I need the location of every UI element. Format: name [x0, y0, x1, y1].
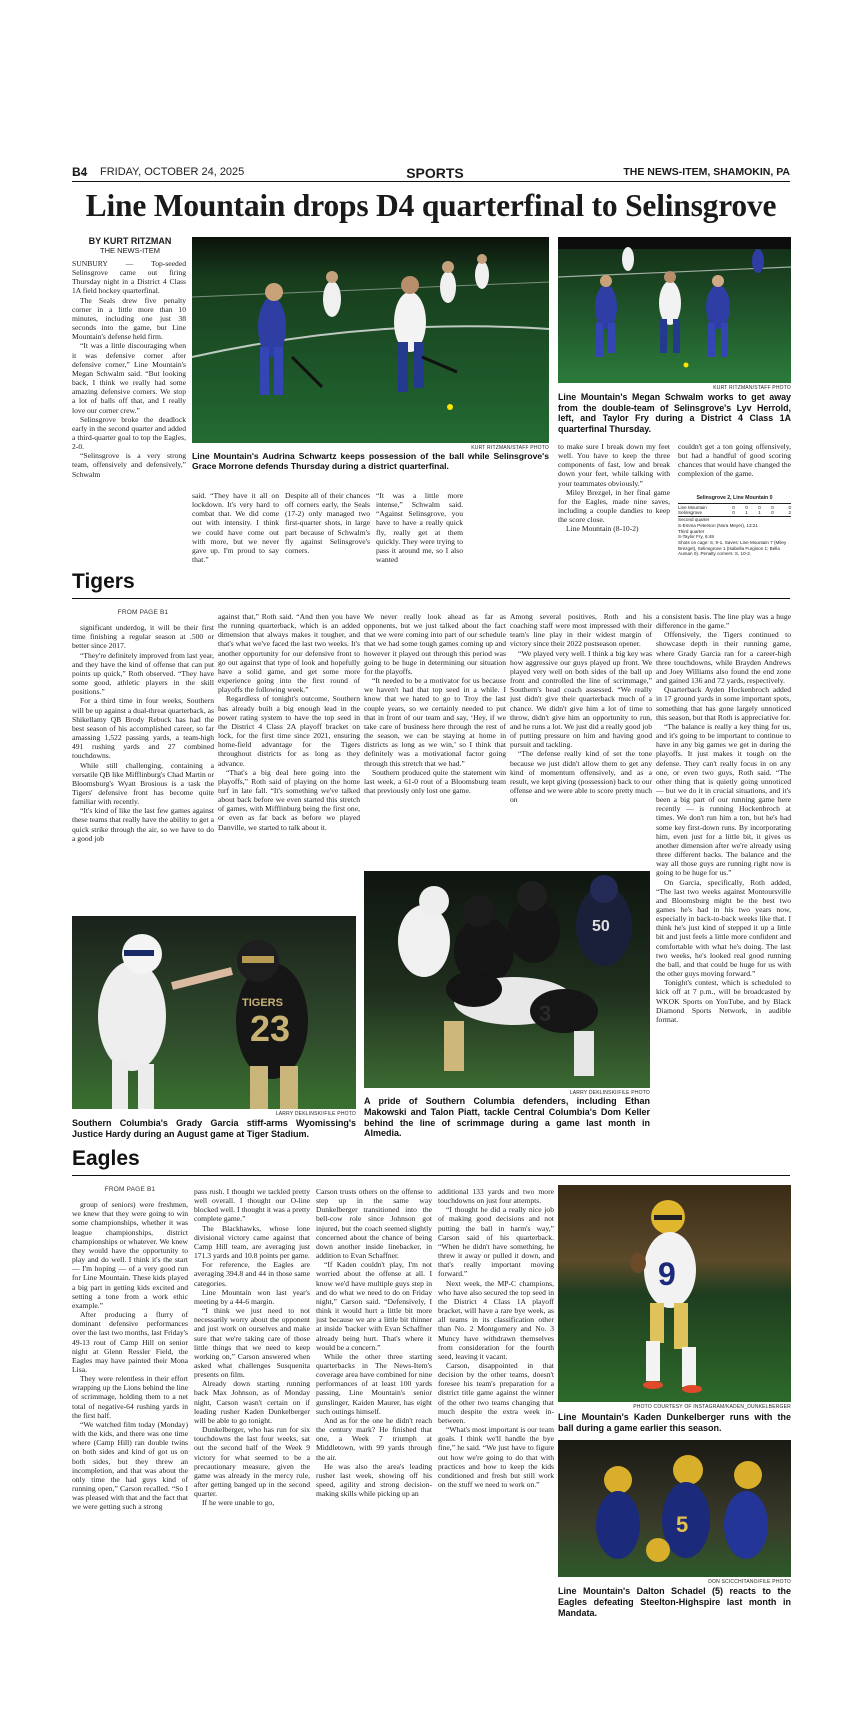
article-paragraph: pass rush. I thought we tackled pretty well overall. I thought our O-line blocked well. I thought it was a pretty complete game.”: [194, 1187, 310, 1224]
tigers-column-3: [364, 612, 506, 868]
svg-text:23: 23: [250, 1008, 291, 1049]
article-paragraph: additional 133 yards and two more touchdowns on just four attempts.: [438, 1187, 554, 1206]
article-paragraph: Next week, the MP-C champions, who have also secured the top seed in the District 4 Class 1A playoff bracket, will have a rare bye week, as all teams in its classification other than No. 2 Montgomery and No. 3 Muncy have withdrawn themselves from consideration for the fourth seed, leaving it vacant.: [438, 1278, 554, 1361]
lead-column-5: [558, 442, 670, 568]
article-paragraph: “They're definitely improved from last year, and they have the kind of offense that can put points up quick,” Roth observed. “They have some good, athletic players in the skill positions.”: [72, 650, 214, 697]
lead-column-3: [285, 491, 370, 565]
svg-text:5: 5: [676, 1512, 689, 1537]
svg-text:50: 50: [592, 918, 610, 935]
eagles-section-head: Eagles: [72, 1147, 140, 1170]
article-paragraph: The Blackhawks, whose lone divisional victory came against that Camp Hill team, are averaging just 171.3 yards and 10.8 points per game.: [194, 1223, 310, 1261]
article-paragraph: Tonight's contest, which is scheduled to kick off at 7 p.m., will be broadcasted by WKOK Sports on YouTube, and by Black Diamond Sports Network, in audible format.: [656, 978, 791, 1024]
article-paragraph: The Seals drew five penalty corner in a little more than 10 minutes, including one just 38 seconds into the game, but Line Mountain's defense held firm.: [72, 295, 186, 342]
article-paragraph: For reference, the Eagles are averaging 394.8 and 44 in those same categories.: [194, 1260, 310, 1288]
article-paragraph: couldn't get a ton going offensively, but had a handful of good scoring chances that would have changed the complexion of the game.: [678, 442, 791, 479]
article-paragraph: “What's most important is our team goals. I think we'll handle the bye fine,” he said. “We just have to figure out how we're going to do that with practices and how to keep the kids conditioned and fresh but still work on the stuff we need to work on.”: [438, 1425, 554, 1489]
article-paragraph: against that,” Roth said. “And then you have the running quarterback, which is an added dimension that always makes it tougher, and that's what we've faced the last two weeks. It's another opportunity for our defensive front to go out against that type of look and hopefully have a solid game, and get some more experience going into the first round of playoffs the following week.”: [218, 612, 360, 695]
box-score-line: S-Taylor Fry, 6:48: [678, 534, 714, 540]
eagles-column-4: [438, 1187, 554, 1658]
box-score-line: S-Emma Peterson (Nora Meyer), 13:21: [678, 522, 758, 528]
article-paragraph: “I thought he did a really nice job of making good decisions and not putting the ball in harm's way,” Carson said of his quarterback. “When he didn't have something, he threw it away or pulled it down, and that's really important moving forward.”: [438, 1205, 554, 1279]
tigers-photo-1-caption: Southern Columbia's Grady Garcia stiff-arms Wyomissing's Justice Hardy during an August game at Tiger Stadium.: [72, 1118, 356, 1139]
lead-photo-1-caption: Line Mountain's Audrina Schwartz keeps possession of the ball while Selinsgrove's Grace Morrone defends Thursday during a district quarterfinal.: [192, 451, 549, 472]
article-paragraph: Despite all of their chances off corners early, the Seals (17-2) only managed two first-quarter shots, in large part because of Schwalm's fly against Selinsgrove's corners.: [285, 491, 370, 555]
eagles-column-1: [72, 1183, 188, 1658]
article-paragraph: “It was a little more intense,” Schwalm said. “Against Selinsgrove, you have to have a really quick fly, really get at them quickly. They were trying to pass it around me, so I also wanted: [376, 491, 463, 565]
article-paragraph: Southern produced quite the statement win last week, a 61-0 rout of a Bloomsburg team that previously only lost one game.: [364, 767, 506, 795]
from-page-label: FROM PAGE B1: [104, 1186, 156, 1193]
lead-photo-2: [558, 237, 791, 383]
eagles-photo-1-credit: PHOTO COURTESY OF INSTAGRAM/KADEN_DUNKELBERGER: [633, 1404, 791, 1410]
article-paragraph: For a third time in four weeks, Southern will be up against a dual-threat quarterback, as Shikellamy QB Brody Rebuck has had the best season of his accomplished career, so far amassing 1,522 passing yards, a team-high 491 rushing yards and 27 combined touchdowns.: [72, 696, 214, 761]
box-score-line: Shots on cage: S, 9-1. Saves: Line Mountain 7 (Miley Brezgel), Selinsgrove 1 (Isabella Furgison 1; Bella Auman 0). Penalty corners: S, 10-2.: [678, 539, 787, 557]
eagles-rule: [72, 1175, 790, 1176]
tigers-photo-1-credit: LARRY DEKLINSKI/FILE PHOTO: [275, 1111, 356, 1117]
lead-byline-org: THE NEWS-ITEM: [100, 246, 160, 255]
tigers-section-head: Tigers: [72, 570, 135, 593]
paper-name: THE NEWS-ITEM, SHAMOKIN, PA: [623, 166, 790, 178]
tigers-photo-2: [364, 871, 650, 1088]
tigers-photo-2-caption: A pride of Southern Columbia defenders, including Ethan Makowski and Talon Piatt, tackle Central Columbia's Dom Keller behind the line of scrimmage during a game last month in Almedia.: [364, 1096, 650, 1139]
article-paragraph: Already down starting running back Max Johnson, as of Monday night, Carson wasn't certain on if leading rusher Kaden Dunkelberger will be able to go tonight.: [194, 1379, 310, 1425]
section-name: SPORTS: [406, 165, 464, 181]
article-paragraph: “If Kaden couldn't play, I'm not worried about the offense at all. I know we'd have multiple guys step in and do what we need to do on Friday night,” Carson said. “Defensively, I think it would hurt a little bit more just because we are a little bit thinner at inside 'backer with Evan Schaffner already being hurt. That's where it would be a concern.”: [316, 1260, 432, 1352]
article-paragraph: to make sure I break down my feet well. You have to keep the three components of fast, low and break down your feet, while talking with your teammates obviously.”: [558, 442, 670, 488]
article-paragraph: Quarterback Ayden Hockenbroch added in 17 ground yards in some important spots, something that has gone largely unnoticed this season, but that Roth is appreciative for.: [656, 685, 791, 722]
article-paragraph: “The defense really kind of set the tone because we just didn't allow them to get any kind of momentum offensively, and as a result, we kept giving (possession) back to our offense and we were able to score pretty much on: [510, 749, 652, 805]
article-paragraph: “We watched film today (Monday) with the kids, and there was one time where (Camp Hill) ran double twins on both sides and kind of got us on both sides, but they threw an incompletion, and that was about the only time the had guys kind of running open,” Carson recalled. “So I was pleased with that and the fact that we were getting such a strong: [72, 1419, 188, 1512]
from-page-label: FROM PAGE B1: [117, 609, 169, 616]
header-rule: [72, 181, 790, 182]
article-paragraph: “We played very well. I think a big key was how aggressive our guys played up front. We played very well on both sides of the ball up front and controlled the line of scrimmage,” Southern's head coach assessed. “We really just didn't give their quarterback much of a chance. We didn't give him a lot of time to throw, didn't give him an opportunity to run, and he runs a lot. We just did a really good job of putting pressure on him and having good pursuit and tackling.: [510, 648, 652, 750]
lead-photo-2-caption: Line Mountain's Megan Schwalm works to get away from the double-team of Selinsgrove's Lyv Herrold, left, and Taylor Fry during a District 4 Class 1A quarterfinal Thursday.: [558, 392, 791, 434]
article-paragraph: said. “They have it all on lockdown. It's very hard to combat that. We did come out with intensity. I think we could have come out with more, but we never gave up. I'm proud to say that.”: [192, 491, 279, 565]
article-paragraph: “Selinsgrove is a very strong team, offensively and defensively,” Schwalm: [72, 451, 186, 479]
article-paragraph: On Garcia, specifically, Roth added, “The last two weeks against Montoursville and Bloomsburg might be the best two games he's had in his two years now, especially in back-to-back weeks like that. I think he's just kind of stepped it up a little bit and just feels a little more confident and comfortable with what he's doing. The last two weeks, he's looked real good running the ball, and that could be huge for us with the other guys moving forward.”: [656, 877, 791, 979]
eagles-column-2: [194, 1187, 310, 1658]
tigers-photo-2-credit: LARRY DEKLINSKI/FILE PHOTO: [569, 1090, 650, 1096]
article-paragraph: Line Mountain (8-10-2): [566, 524, 639, 534]
article-paragraph: Carson, disappointed in that decision by the other teams, doesn't foresee his team's preparation for a district title game against the winner of the other two teams changing that much despite the extra week in-between.: [438, 1360, 554, 1425]
article-paragraph: “It needed to be a motivator for us because we haven't had that top seed in a while. I know that we hated to go to Troy the last couple years, so we certainly needed to put that in front of our team and say, ‘Hey, if we take care of business here through the rest of the season, we can be staying at home in districts as long as we win,’ so I think that definitely was a motivational factor going through this stretch that we had.”: [364, 676, 506, 768]
article-paragraph: “That's a big deal here going into the playoffs,” Roth said of playing on the home turf in late fall. “It's something we've talked about back before we even started this stretch of games, with Mifflinburg being the first one, or even as far back as before we played Danville, we started to talk about it.: [218, 767, 360, 832]
article-paragraph: group of seniors) were freshmen, we knew that they were going to win some championships, whether it was league championships, district championships or whatever. We knew they would have the opportunity to play and do well. I think it's the start — I'm hoping — of a very good run for Line Mountain. These kids played a big part in getting kids excited and setting a tone from a work ethic example.”: [72, 1200, 188, 1310]
tigers-column-5: [656, 612, 791, 1137]
article-paragraph: He was also the area's leading rusher last week, showing off his speed, agility and strong decision-making skills while picking up an: [316, 1461, 432, 1499]
lead-headline: Line Mountain drops D4 quarterfinal to Selinsgrove: [85, 188, 777, 223]
article-paragraph: Line Mountain won last year's meeting by a 44-6 margin.: [194, 1287, 310, 1306]
tigers-rule: [72, 598, 790, 599]
article-paragraph: “I think we just need to not necessarily worry about the opponent and just work on ourselves and make sure that we're taking care of those little things that we need to keep working on,” Carson answered when asked what challenges Susquenita presents on film.: [194, 1306, 310, 1380]
article-paragraph: “It's kind of like the last few games against these teams that really have the ability to get a quick strike through the air, so we have to do a good job: [72, 806, 214, 843]
article-paragraph: And as for the one he didn't reach the century mark? He finished that one, a Week 7 triumph at Middletown, with 99 yards through the air.: [316, 1415, 432, 1462]
lead-byline: BY KURT RITZMAN: [88, 236, 172, 246]
article-paragraph: SUNBURY — Top-seeded Selinsgrove came out firing Thursday night in a District 4 Class 1A field hockey quarterfinal.: [72, 259, 186, 296]
lead-photo-1-credit: KURT RITZMAN/STAFF PHOTO: [471, 445, 549, 451]
article-paragraph: “The balance is really a key thing for us, and it's going to be important to continue to have in any big games we get in during the playoffs. It just makes it tough on the defense. They can't really focus in on any one, or even two guys, Roth said. “The other thing that is quietly going unnoticed — but we do it in crucial situations, and it's been a big part of our running game here recently — is running Hockenbroch at times. We don't run him a ton, but he's had some key first-down runs. By incorporating him, even just for a little bit, it gives us another dimension after we're already using three different backs. The balance and the way all those guys are running right now is going to be huge for us.”: [656, 721, 791, 878]
article-paragraph: Regardless of tonight's outcome, Southern has already built a big enough lead in the power rating system to have the top seed in the District 4 Class 2A playoff bracket on lock, for the first time since 2021, ensuring home-field advantage for the Tigers throughout districts for as long as they advance.: [218, 694, 360, 768]
box-score-row: Selinsgrove 0 1 1 0 2: [678, 510, 791, 516]
article-paragraph: Dunkelberger, who has run for six touchdowns the last four weeks, sat out the second half of the Week 9 victory for what seemed to be a precautionary measure, given the game was already in the mercy rule, after getting banged up in the second quarter.: [194, 1425, 310, 1499]
svg-text:TIGERS: TIGERS: [242, 997, 283, 1009]
lead-photo-2-credit: KURT RITZMAN/STAFF PHOTO: [713, 385, 791, 391]
article-paragraph: Miley Brezgel, in her final game for the Eagles, made nine saves, including a couple dandies to keep the score close.: [558, 487, 670, 525]
tigers-column-4: [510, 612, 652, 868]
article-paragraph: We never really look ahead as far as opponents, but we just talked about the fact that we were coming into part of our schedule that we had some tough games coming up and however it played out through this period was going to be huge in determining our situation for the playoffs.: [364, 612, 506, 676]
svg-text:3: 3: [539, 1001, 552, 1026]
tigers-photo-1: [72, 916, 356, 1109]
page-number: B4: [72, 165, 88, 179]
article-paragraph: Among several positives, Roth and his coaching staff were most impressed with their team's line play in their widest margin of victory since their 2022 postseason opener.: [510, 612, 652, 649]
box-score: [678, 496, 791, 566]
lead-column-2: [192, 491, 279, 565]
article-paragraph: While still challenging, containing a versatile QB like Mifflinburg's Chad Martin or Bloomsburg's Wyatt Brosious is a task the Tigers' defensive front has become quite familiar with recently.: [72, 760, 214, 807]
eagles-photo-2-caption: Line Mountain's Dalton Schadel (5) reacts to the Eagles defeating Steelton-Highspire last month in Mandata.: [558, 1586, 791, 1618]
lead-column-1: [72, 259, 186, 565]
article-paragraph: Offensively, the Tigers continued to showcase depth in their running game, where Grady Garcia ran for a career-high three touchdowns, while Brayden Andrews and Joey Williams also found the end zone and gained 136 and 72 yards, respectively.: [656, 630, 791, 686]
eagles-column-3: [316, 1187, 432, 1658]
box-score-title: Selinsgrove 2, Line Mountain 0: [678, 496, 791, 504]
issue-date: FRIDAY, OCTOBER 24, 2025: [100, 166, 245, 178]
eagles-photo-2-credit: DON SCICCHITANO/FILE PHOTO: [708, 1579, 791, 1585]
article-paragraph: If he were unable to go,: [202, 1498, 275, 1508]
article-paragraph: Carson trusts others on the offense to step up in the same way Dunkelberger transitioned into the bell-cow role since Johnson got injured, but the coach seemed slightly concerned about the chance of being down another inside linebacker, in addition to Evan Schaffner.: [316, 1187, 432, 1261]
tigers-column-1: [72, 606, 214, 911]
article-paragraph: While the other three starting quarterbacks in The News-Item's coverage area have combined for nine performances of at least 100 yards passing, Line Mountain's senior gunslinger, Kaiden Maurer, has eight such outings himself.: [316, 1351, 432, 1416]
article-paragraph: Selinsgrove broke the deadlock early in the second quarter and added a third-quarter goal to top the Eagles, 2-0.: [72, 414, 186, 452]
lead-column-6: [678, 442, 791, 494]
lead-column-4: [376, 491, 463, 565]
lead-photo-1: [192, 237, 549, 443]
article-paragraph: a consistent basis. The line play was a huge difference in the game.”: [656, 612, 791, 631]
article-paragraph: significant underdog, it will be their first time finishing a regular season at .500 or better since 2017.: [72, 623, 214, 651]
eagles-photo-1-caption: Line Mountain's Kaden Dunkelberger runs with the ball during a game earlier this season.: [558, 1412, 791, 1433]
article-paragraph: After producing a flurry of dominant defensive performances over the last two months, last Friday's 49-13 rout of Camp Hill on senior night at Glenn Ressler Field, the Eagles may have painted their Mona Lisa.: [72, 1310, 188, 1374]
tigers-column-2: [218, 612, 360, 911]
box-score-line: Second quarter: [678, 517, 710, 523]
eagles-photo-2: [558, 1440, 791, 1577]
box-score-row: Line Mountain 0 0 0 0 0: [678, 504, 791, 510]
article-paragraph: They were relentless in their effort wrapping up the Lions behind the line of scrimmage, holding them to a net total of negative-64 rushing yards in the first half.: [72, 1374, 188, 1420]
box-score-line: Third quarter: [678, 528, 705, 534]
article-paragraph: “It was a little discouraging when it was defensive corner after defensive corner,” Line Mountain's Megan Schwalm said. “But looking back, I think we really had some amazing defensive corners. We stop a lot of balls off that, and I really love our corner crew.”: [72, 341, 186, 415]
eagles-photo-1: [558, 1185, 791, 1402]
svg-text:9: 9: [658, 1256, 676, 1292]
